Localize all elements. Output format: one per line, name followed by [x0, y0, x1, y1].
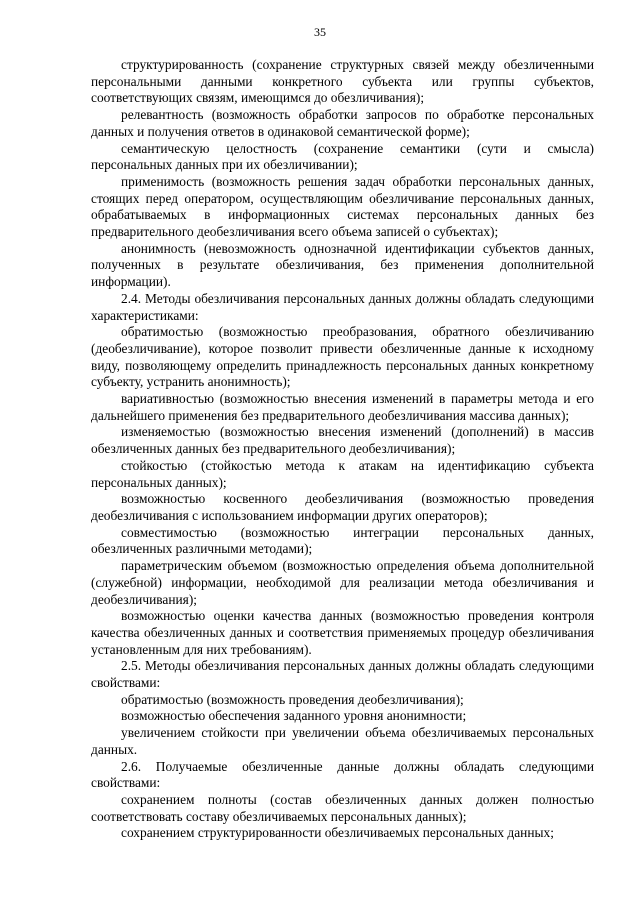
paragraph-semantic-integrity: семантическую целостность (сохранение семантики (сути и смысла) персональных данных при их обезличивании); [91, 140, 594, 173]
paragraph-structuredness: структурированность (сохранение структурных связей между обезличенными персональными данными конкретного субъекта или группы субъектов, соответствующих связям, имеющимся до обезличивания); [91, 57, 594, 106]
paragraph-relevance: релевантность (возможность обработки запросов по обработке персональных данных и получения ответов в одинаковой семантической форме); [91, 107, 594, 139]
paragraph-indirect-deanonymization: возможностью косвенного деобезличивания (возможностью проведения деобезличивания с использованием информации других операторов); [91, 491, 594, 523]
section-2-5-heading: 2.5. Методы обезличивания персональных данных должны обладать следующими свойствами: [91, 658, 594, 691]
section-2-4-heading: 2.4. Методы обезличивания персональных данных должны обладать следующими характеристиками: [91, 290, 594, 323]
paragraph-reversibility-property: обратимостью (возможность проведения деобезличивания); [121, 691, 464, 707]
paragraph-compatibility: совместимостью (возможностью интеграции персональных данных, обезличенных различными методами); [91, 524, 594, 557]
paragraph-anonymity-level: возможностью обеспечения заданного уровня анонимности; [121, 708, 467, 724]
paragraph-anonymity: анонимность (невозможность однозначной идентификации субъектов данных, полученных в результате обезличивания, без применения дополнительной информации). [91, 240, 594, 290]
paragraph-resistance-increase: увеличением стойкости при увеличении объема обезличиваемых персональных данных. [91, 725, 594, 757]
paragraph-applicability: применимость (возможность решения задач обработки персональных данных, стоящих перед оператором, осуществляющим обезличивание персональных данных, обрабатываемых в информационных системах персональных данных без предварительного деобезличивания всего объема записей о субъектах); [91, 173, 594, 240]
section-2-6-heading: 2.6. Получаемые обезличенные данные должны обладать следующими свойствами: [91, 758, 594, 791]
paragraph-completeness: сохранением полноты (состав обезличенных данных должен полностью соответствовать составу обезличиваемых персональных данных); [91, 791, 594, 824]
paragraph-structure-preservation: сохранением структурированности обезличиваемых персональных данных; [121, 825, 554, 841]
document-body [91, 57, 594, 842]
paragraph-quality-assessment: возможностью оценки качества данных (возможностью проведения контроля качества обезличенных данных и соответствия применяемых процедур обезличивания установленным для них требованиям). [91, 608, 594, 657]
page-number: 35 [314, 25, 326, 39]
paragraph-resistance: стойкостью (стойкостью метода к атакам на идентификацию субъекта персональных данных); [91, 457, 594, 490]
paragraph-variability: вариативностью (возможностью внесения изменений в параметры метода и его дальнейшего применения без предварительного деобезличивания массива данных); [91, 391, 594, 423]
paragraph-reversibility: обратимостью (возможностью преобразования, обратного обезличиванию (деобезличивание), которое позволит привести обезличенные данные к исходному виду, позволяющему определить принадлежность персональных данных конкретному субъекту, устранить анонимность); [91, 324, 594, 390]
paragraph-parametric-volume: параметрическим объемом (возможностью определения объема дополнительной (служебной) информации, необходимой для реализации метода обезличивания и деобезличивания); [91, 558, 594, 607]
paragraph-changeability: изменяемостью (возможностью внесения изменений (дополнений) в массив обезличенных данных без предварительного деобезличивания); [91, 424, 594, 457]
